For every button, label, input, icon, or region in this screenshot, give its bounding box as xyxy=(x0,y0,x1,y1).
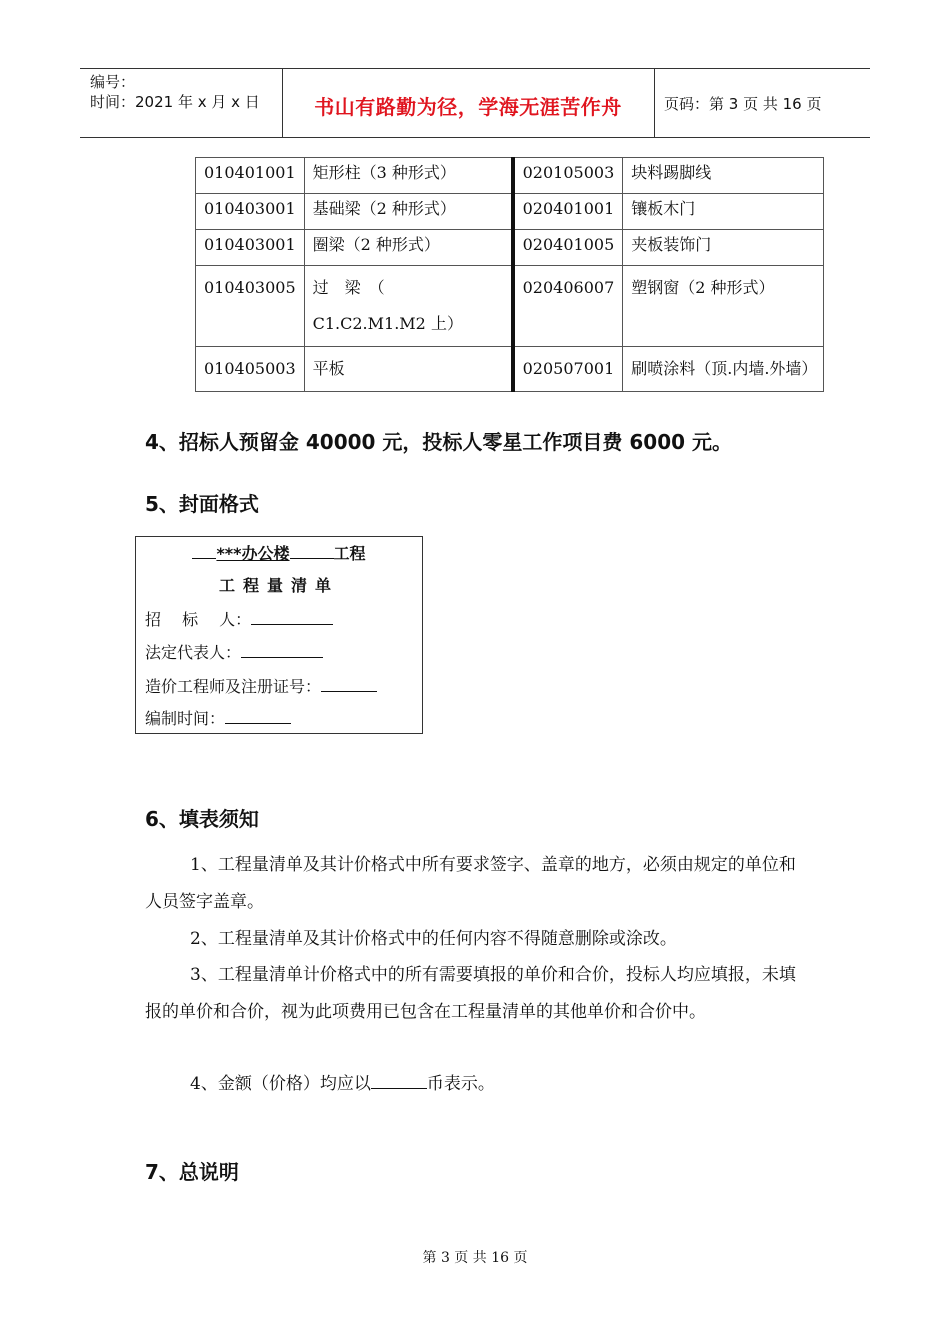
table-row xyxy=(196,347,824,392)
item-code: 010401001 xyxy=(196,158,305,194)
item-code: 020401001 xyxy=(513,194,623,230)
page-header xyxy=(80,68,870,138)
item-code: 020507001 xyxy=(513,347,623,392)
note-4-text: 4、金额（价格）均应以 xyxy=(190,1074,371,1094)
item-name: 基础梁（2 种形式） xyxy=(304,194,513,230)
item-code: 010403005 xyxy=(196,266,305,347)
blank-line xyxy=(371,1074,427,1089)
item-code: 020406007 xyxy=(513,266,623,347)
blank-line xyxy=(192,542,216,559)
item-name: 过 梁 （ C1.C2.M1.M2 上） xyxy=(304,266,513,347)
blank-line xyxy=(251,608,333,625)
note-paragraph-2: 2、工程量清单及其计价格式中的任何内容不得随意删除或涂改。 xyxy=(190,929,677,949)
cover-tenderer-label: 招 标 人： xyxy=(145,610,252,629)
cover-compile-time-label: 编制时间： xyxy=(145,709,226,728)
item-name: 镶板木门 xyxy=(623,194,824,230)
table-row xyxy=(196,158,824,194)
header-motto: 书山有路勤为径，学海无涯苦作舟 xyxy=(314,95,622,119)
item-name: 矩形柱（3 种形式） xyxy=(304,158,513,194)
cover-compile-time-line xyxy=(145,706,291,729)
item-code: 010403001 xyxy=(196,194,305,230)
blank-line xyxy=(290,542,334,559)
note-paragraph-1: 1、工程量清单及其计价格式中所有要求签字、盖章的地方，必须由规定的单位和人员签字盖章。 xyxy=(145,855,796,912)
item-name: 刷喷涂料（顶.内墙.外墙） xyxy=(623,347,824,392)
item-code: 010405003 xyxy=(196,347,305,392)
cover-cost-engineer-line xyxy=(145,674,377,697)
doc-time-label: 时间：2021 年 x 月 x 日 xyxy=(90,93,260,111)
section-heading-7: 7、总说明 xyxy=(145,1160,239,1184)
doc-number-label: 编号： xyxy=(90,73,136,91)
item-name: 夹板装饰门 xyxy=(623,230,824,266)
header-page-number: 页码：第 3 页 共 16 页 xyxy=(664,95,822,113)
item-code-table xyxy=(195,157,824,392)
item-code: 010403001 xyxy=(196,230,305,266)
page-footer: 第 3 页 共 16 页 xyxy=(422,1250,528,1266)
cover-cost-engineer-label: 造价工程师及注册证号： xyxy=(145,677,322,696)
note-4-suffix: 币表示。 xyxy=(426,1074,495,1094)
cover-legal-rep-label: 法定代表人： xyxy=(145,643,242,662)
item-name: 塑钢窗（2 种形式） xyxy=(623,266,824,347)
cover-doc-title: 工程量清单 xyxy=(218,576,339,595)
item-code: 020105003 xyxy=(513,158,623,194)
section-heading-5: 5、封面格式 xyxy=(145,492,259,516)
note-paragraph-3: 3、工程量清单计价格式中的所有需要填报的单价和合价，投标人均应填报，未填报的单价和合价，视为此项费用已包含在工程量清单的其他单价和合价中。 xyxy=(145,965,796,1022)
cover-project-line xyxy=(136,541,422,564)
cover-legal-rep-line xyxy=(145,640,323,663)
section-heading-6: 6、填表须知 xyxy=(145,807,259,831)
blank-line xyxy=(225,707,291,724)
table-row xyxy=(196,266,824,347)
item-code: 020401005 xyxy=(513,230,623,266)
table-row xyxy=(196,194,824,230)
section-heading-4: 4、招标人预留金 40000 元，投标人零星工作项目费 6000 元。 xyxy=(145,430,733,454)
note-paragraph-4 xyxy=(145,1066,810,1103)
blank-line xyxy=(241,641,323,658)
item-name: 平板 xyxy=(304,347,513,392)
cover-project-name: ***办公楼 xyxy=(216,544,290,563)
cover-format-box xyxy=(135,536,423,734)
cover-project-suffix: 工程 xyxy=(333,544,366,563)
table-row xyxy=(196,230,824,266)
item-name: 块料踢脚线 xyxy=(623,158,824,194)
header-divider xyxy=(654,69,655,137)
cover-tenderer-line xyxy=(145,607,333,630)
item-name: 圈梁（2 种形式） xyxy=(304,230,513,266)
blank-line xyxy=(321,675,377,692)
